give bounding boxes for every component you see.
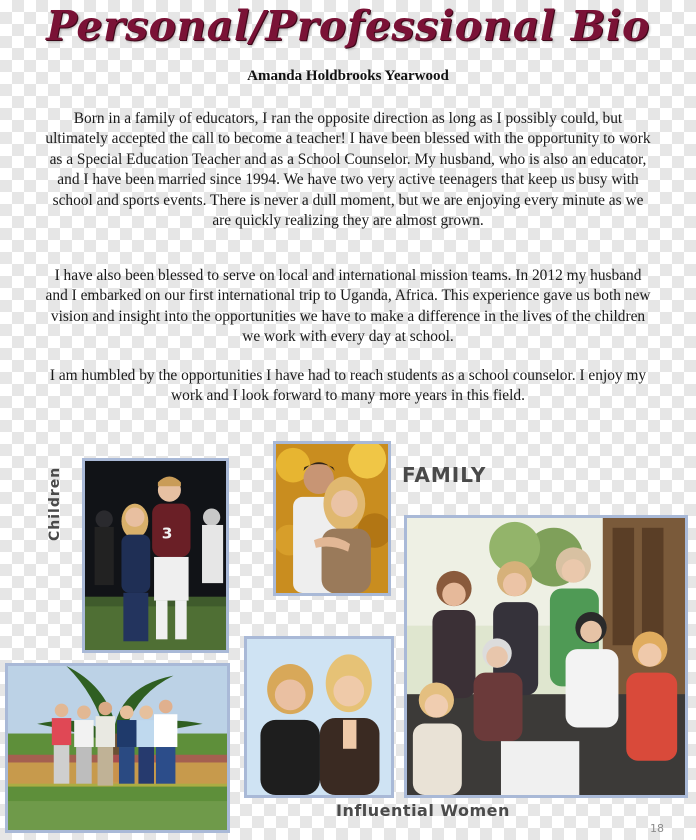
outdoor-family-photo (5, 663, 230, 833)
page-number: 18 (650, 822, 664, 835)
bio-paragraph-2: I have also been blessed to serve on local and international mission teams. In 2012 my husband and I embarked on our first international trip to Uganda, Africa. This experience gave us both new vision and insight into the opportunities we have to make a difference in the lives of the children we work with every day at school. (45, 267, 651, 346)
author-name: Amanda Holdbrooks Yearwood (247, 68, 449, 84)
influential-women-photo (244, 636, 394, 798)
family-group-photo (404, 515, 688, 798)
family-label: FAMILY (402, 463, 487, 487)
children-label: Children (47, 466, 63, 541)
bio-paragraph-3: I am humbled by the opportunities I have had to reach students as a school counselor. I enjoy my work and I look forward to many more years in this field. (49, 367, 647, 405)
page-title: Personal/Professional Bio (46, 2, 650, 50)
couple-photo (273, 441, 391, 596)
svg-text:3: 3 (161, 524, 173, 543)
children-photo (82, 458, 229, 653)
bio-paragraph-1: Born in a family of educators, I ran the opposite direction as long as I possibly could, but ultimately accepted the call to become a teacher! I have been blessed with the opportunity to work as a Special Education Teacher and as a School Counselor. My husband, who is also an educator, and I have been married since 1994. We have two very active teenagers that keep us busy with school and sports events. There is never a dull moment, but we are enjoying every minute as we are quickly realizing they are almost grown. (45, 110, 651, 230)
influential-women-label: Influential Women (336, 801, 510, 820)
